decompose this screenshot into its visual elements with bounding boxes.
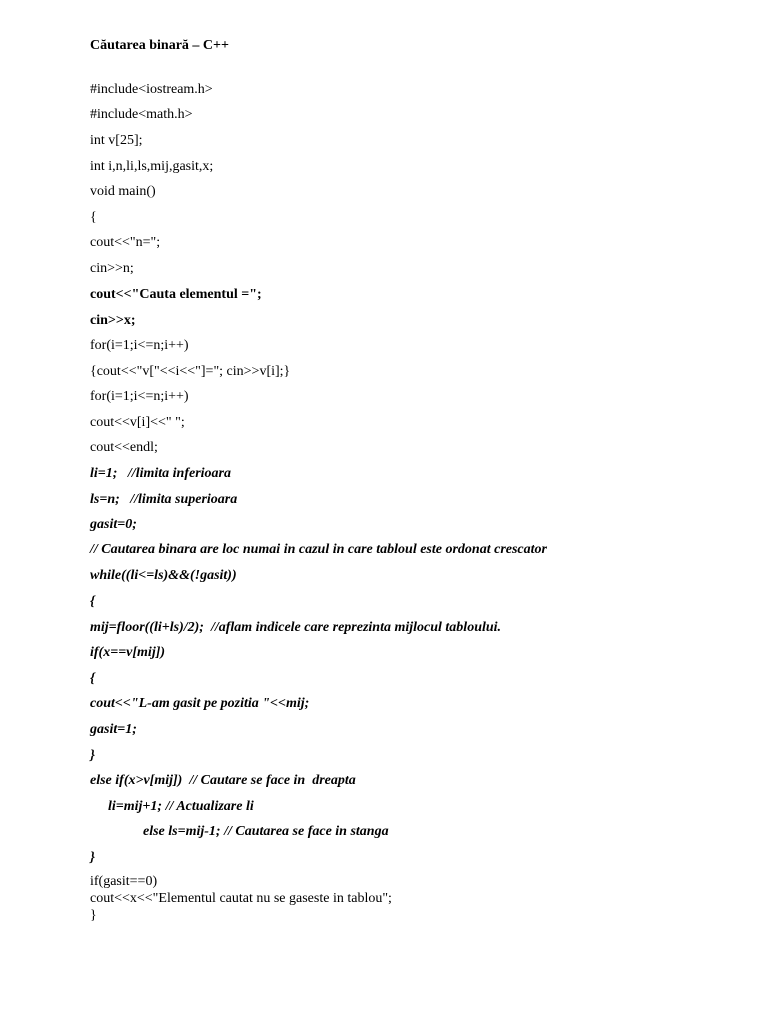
code-line: ls=n; //limita superioara: [90, 492, 238, 507]
code-line: // Cautarea binara are loc numai in cazul in care tabloul este ordonat crescator: [90, 542, 547, 557]
code-line: {cout<<"v["<<i<<"]="; cin>>v[i];}: [90, 364, 291, 379]
code-line: li=mij+1; // Actualizare li: [108, 799, 254, 814]
code-line: }: [90, 908, 97, 923]
code-line: cout<<v[i]<<" ";: [90, 415, 185, 430]
code-line: cout<<x<<"Elementul cautat nu se gaseste in tablou";: [90, 891, 392, 906]
code-line: #include<math.h>: [90, 107, 193, 122]
code-line: cin>>n;: [90, 261, 134, 276]
code-line: if(x==v[mij]): [90, 645, 166, 660]
code-line: else if(x>v[mij]) // Cautare se face in dreapta: [90, 773, 356, 788]
code-line: {: [90, 210, 97, 225]
code-line: cout<<"n=";: [90, 235, 161, 250]
code-line: }: [90, 850, 95, 865]
code-line: gasit=0;: [90, 517, 137, 532]
code-line: int i,n,li,ls,mij,gasit,x;: [90, 159, 214, 174]
code-line: void main(): [90, 184, 156, 199]
code-line: cin>>x;: [90, 313, 136, 328]
code-line: #include<iostream.h>: [90, 82, 213, 97]
code-line: else ls=mij-1; // Cautarea se face in stanga: [143, 824, 389, 839]
code-line: {: [90, 594, 95, 609]
code-line: int v[25];: [90, 133, 143, 148]
code-line: }: [90, 748, 95, 763]
document-title: Căutarea binară – C++: [90, 38, 229, 53]
code-line: for(i=1;i<=n;i++): [90, 338, 189, 353]
code-line: cout<<endl;: [90, 440, 158, 455]
code-line: while((li<=ls)&&(!gasit)): [90, 568, 237, 583]
code-line: cout<<"L-am gasit pe pozitia "<<mij;: [90, 696, 310, 711]
code-line: if(gasit==0): [90, 874, 158, 889]
code-line: {: [90, 671, 95, 686]
code-line: mij=floor((li+ls)/2); //aflam indicele care reprezinta mijlocul tabloului.: [90, 620, 502, 635]
code-line: gasit=1;: [90, 722, 137, 737]
code-line: cout<<"Cauta elementul =";: [90, 287, 262, 302]
code-line: for(i=1;i<=n;i++): [90, 389, 189, 404]
code-line: li=1; //limita inferioara: [90, 466, 231, 481]
